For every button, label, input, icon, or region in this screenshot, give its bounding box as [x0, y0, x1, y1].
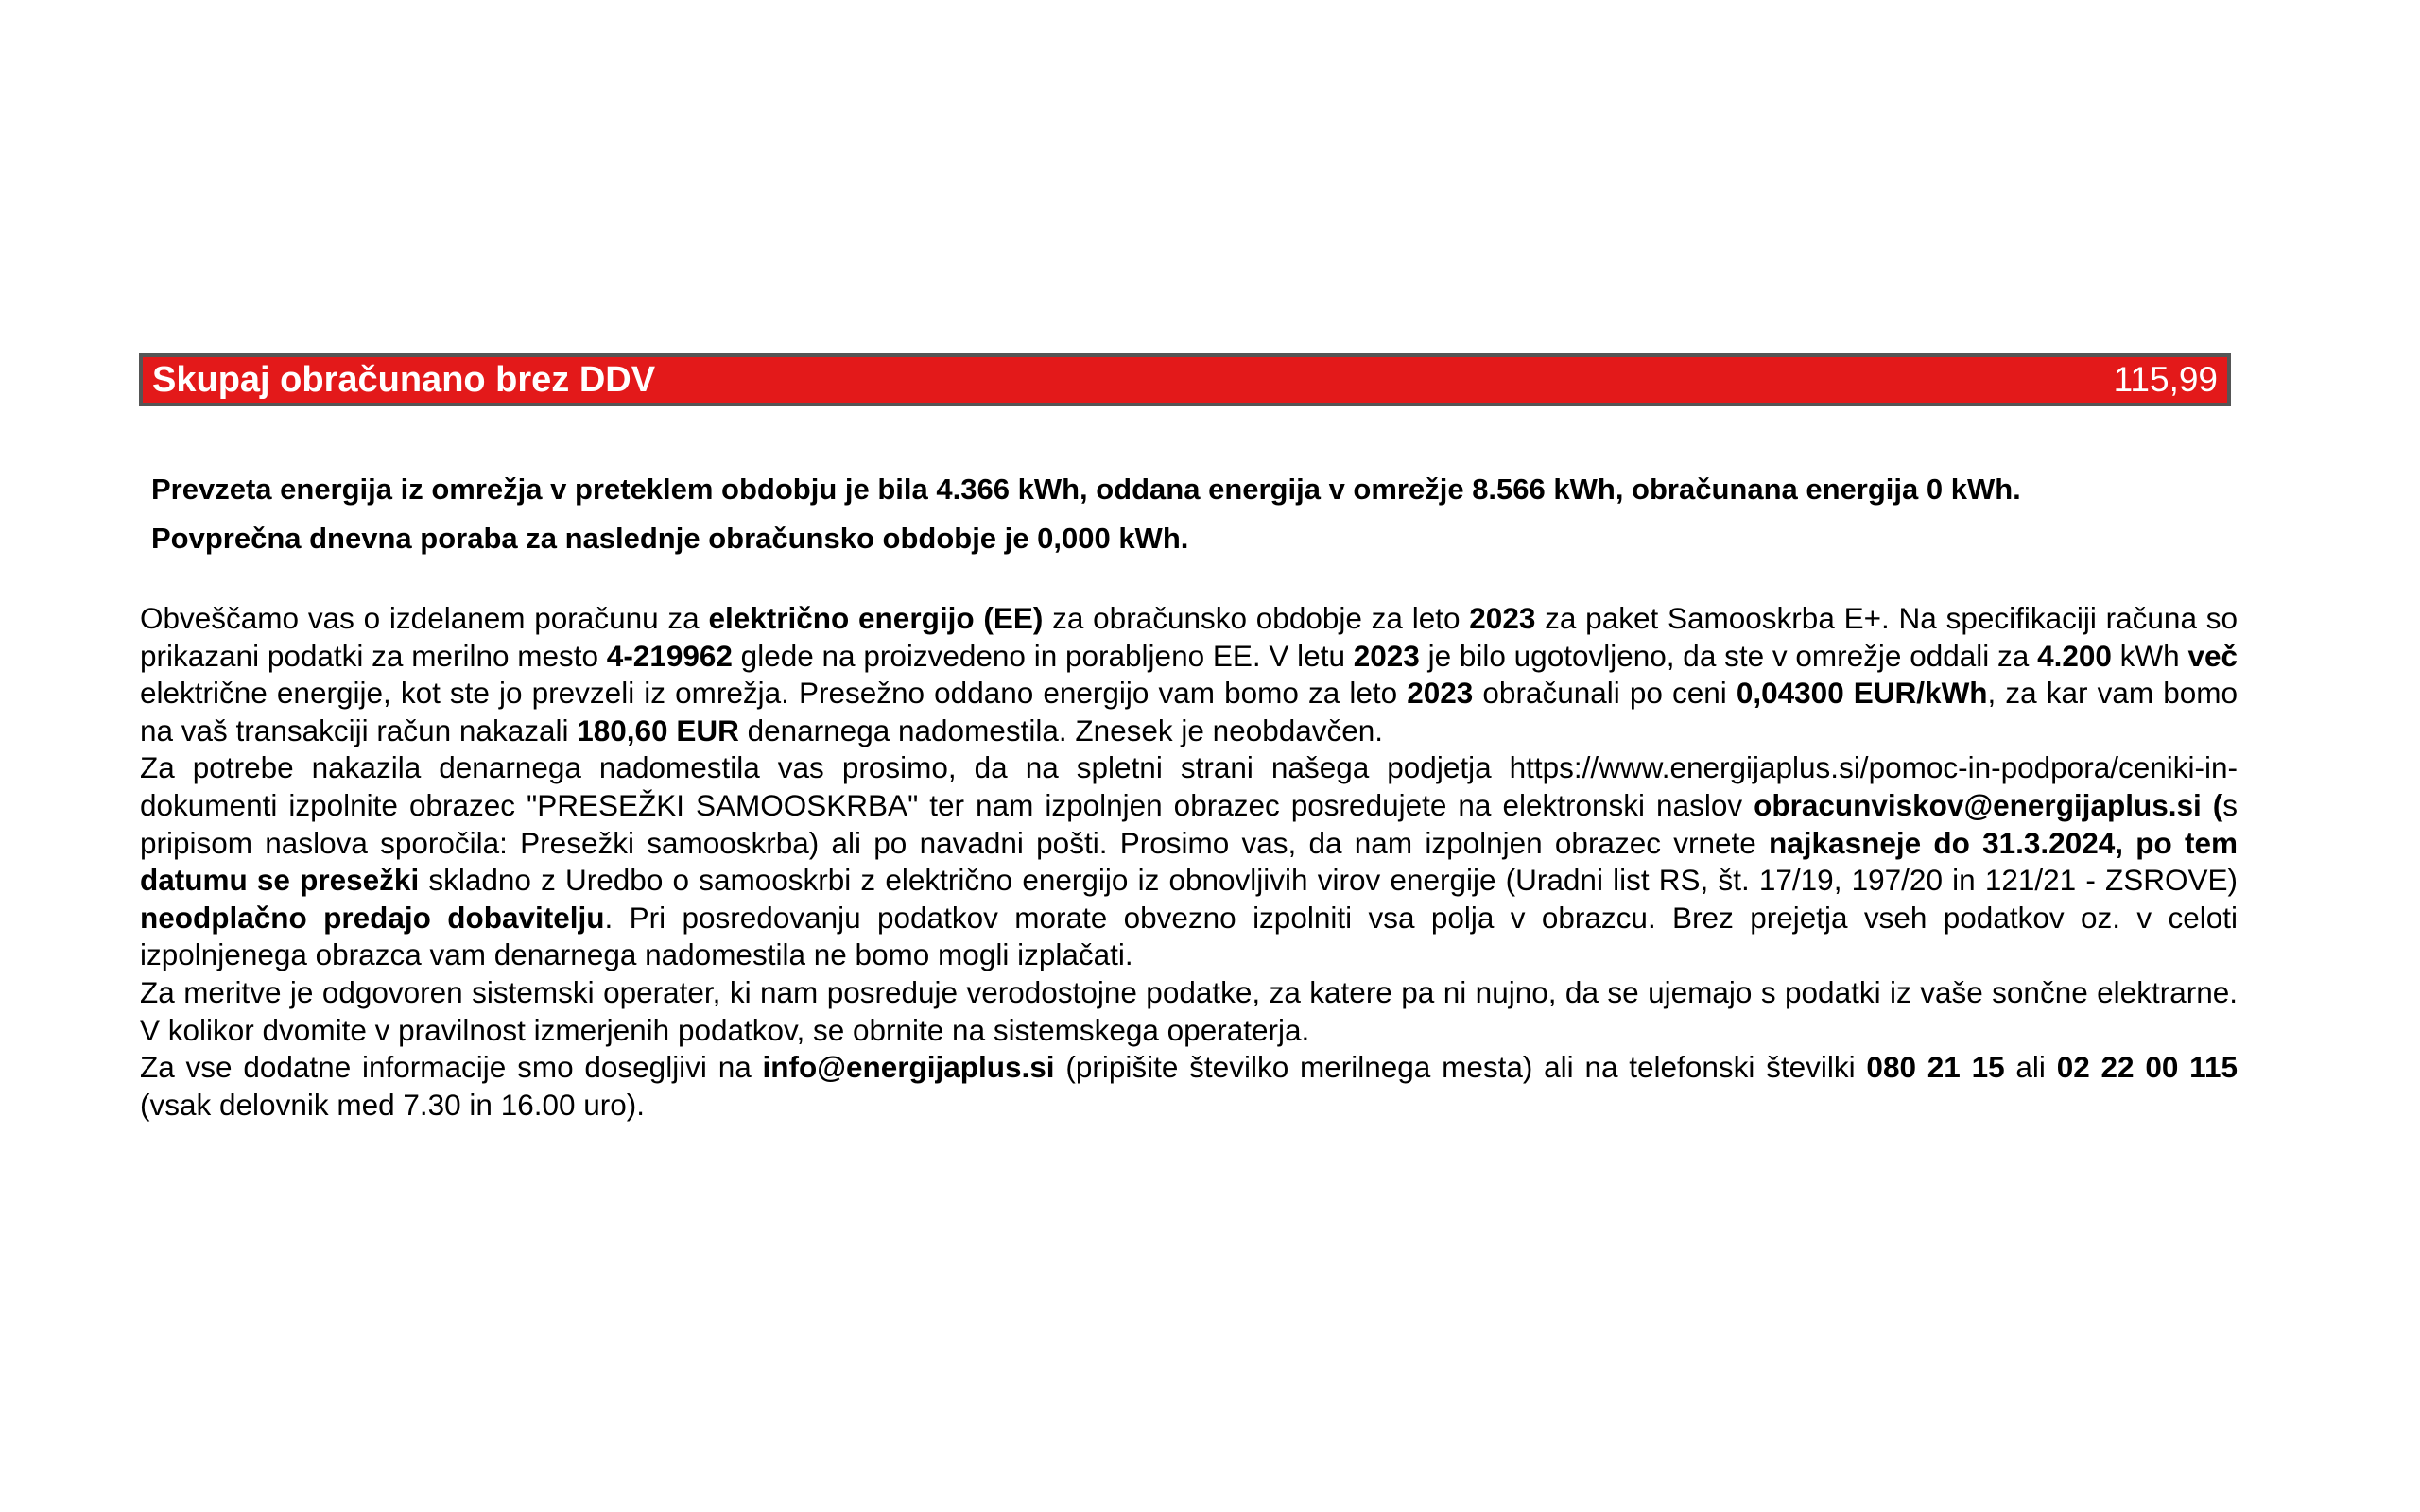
- text: kWh: [2111, 638, 2188, 673]
- phone-number-1: 080 21 15: [1866, 1050, 2005, 1085]
- text-bold: 2023: [1469, 601, 1536, 635]
- text: Obveščamo vas o izdelanem poračunu za: [140, 601, 709, 635]
- text: skladno z Uredbo o samooskrbi z električno energijo iz obnovljivih virov energije (Uradni list RS, št. 17/19, 197/20 in 121/21 - ZSROVE): [419, 863, 2238, 898]
- total-label: Skupaj obračunano brez DDV: [152, 359, 656, 400]
- text: (vsak delovnik med 7.30 in 16.00 uro).: [140, 1087, 646, 1122]
- notice-paragraph-payment: [140, 749, 2238, 974]
- notice-paragraph-measurements: [140, 974, 2238, 1049]
- energy-summary-line: Prevzeta energija iz omrežja v preteklem obdobju je bila 4.366 kWh, oddana energija v omrežje 8.566 kWh, obračunana energija 0 kWh.: [151, 472, 2021, 506]
- text: za paket Samooskrba E+. Na specifikaciji računa so prikazani podatki za merilno mesto: [140, 601, 2238, 673]
- text: s pripisom naslova sporočila: Presežki samooskrba) ali po navadni pošti. Prosimo vas, da nam izpolnjen obrazec vrnete: [140, 787, 2238, 860]
- text: je bilo ugotovljeno, da ste v omrežje oddali za: [1419, 638, 2038, 673]
- total-bar: [139, 353, 2231, 406]
- text-bold: neodplačno predajo dobavitelju: [140, 900, 605, 935]
- billing-email-link[interactable]: obracunviskov@energijaplus.si (: [1754, 787, 2223, 822]
- text: Za meritve je odgovoren sistemski operater, ki nam posreduje verodostojne podatke, za katere pa ni nujno, da se ujemajo s podatki iz vaše sončne elektrarne. V kolikor dvomite v pravilnost izmerjenih podatkov, se obrnite na sistemskega operaterja.: [140, 974, 2238, 1047]
- notice-paragraph-settlement: [140, 600, 2238, 749]
- text: ali: [2004, 1050, 2057, 1085]
- deadline-text: najkasneje do 31.3.2024, po tem datumu se presežki: [140, 825, 2238, 898]
- notice-body: [140, 600, 2238, 1124]
- text: za obračunsko obdobje za leto: [1043, 601, 1470, 635]
- text: električne energije, kot ste jo prevzeli iz omrežja. Presežno oddano energijo vam bomo za leto: [140, 676, 1408, 711]
- text-bold: 4.200: [2037, 638, 2112, 673]
- text: Za potrebe nakazila denarnega nadomestila vas prosimo, da na spletni strani našega podjetja https://www.energijaplus.si/pomoc-in-podpora/ceniki-in-dokumenti izpolnite obrazec "PRESEŽKI SAMOOSKRBA" ter nam izpolnjen obrazec posredujete na elektronski naslov: [140, 750, 2238, 822]
- text: , za kar vam bomo na vaš transakciji račun nakazali: [140, 676, 2238, 747]
- text-bold: električno energijo (EE): [708, 601, 1044, 635]
- metering-point-id: 4-219962: [606, 638, 733, 673]
- text: . Pri posredovanju podatkov morate obvezno izpolniti vsa polja v obrazcu. Brez prejetja vseh podatkov oz. v celoti izpolnjenega obrazca vam denarnega nadomestila ne bomo mogli izplačati.: [140, 900, 2238, 972]
- energy-summary: [151, 465, 2250, 563]
- text-bold: 2023: [1407, 676, 1474, 711]
- text: glede na proizvedeno in porabljeno EE. V letu: [732, 638, 1354, 673]
- text-bold: več: [2187, 638, 2238, 673]
- text: Za vse dodatne informacije smo dosegljivi na: [140, 1050, 763, 1085]
- phone-number-2: 02 22 00 115: [2056, 1050, 2238, 1085]
- daily-consumption-line: Povprečna dnevna poraba za naslednje obračunsko obdobje je 0,000 kWh.: [151, 522, 1189, 555]
- text: obračunali po ceni: [1473, 676, 1737, 711]
- text: denarnega nadomestila. Znesek je neobdavčen.: [738, 713, 1384, 747]
- notice-paragraph-contact: [140, 1049, 2238, 1124]
- total-value: 115,99: [2113, 360, 2218, 399]
- info-email-link[interactable]: info@energijaplus.si: [762, 1050, 1055, 1085]
- text-bold: 2023: [1353, 638, 1420, 673]
- text: (pripišite številko merilnega mesta) ali na telefonski številki: [1054, 1050, 1867, 1085]
- compensation-amount: 180,60 EUR: [577, 713, 739, 747]
- price-per-kwh: 0,04300 EUR/kWh: [1736, 676, 1988, 711]
